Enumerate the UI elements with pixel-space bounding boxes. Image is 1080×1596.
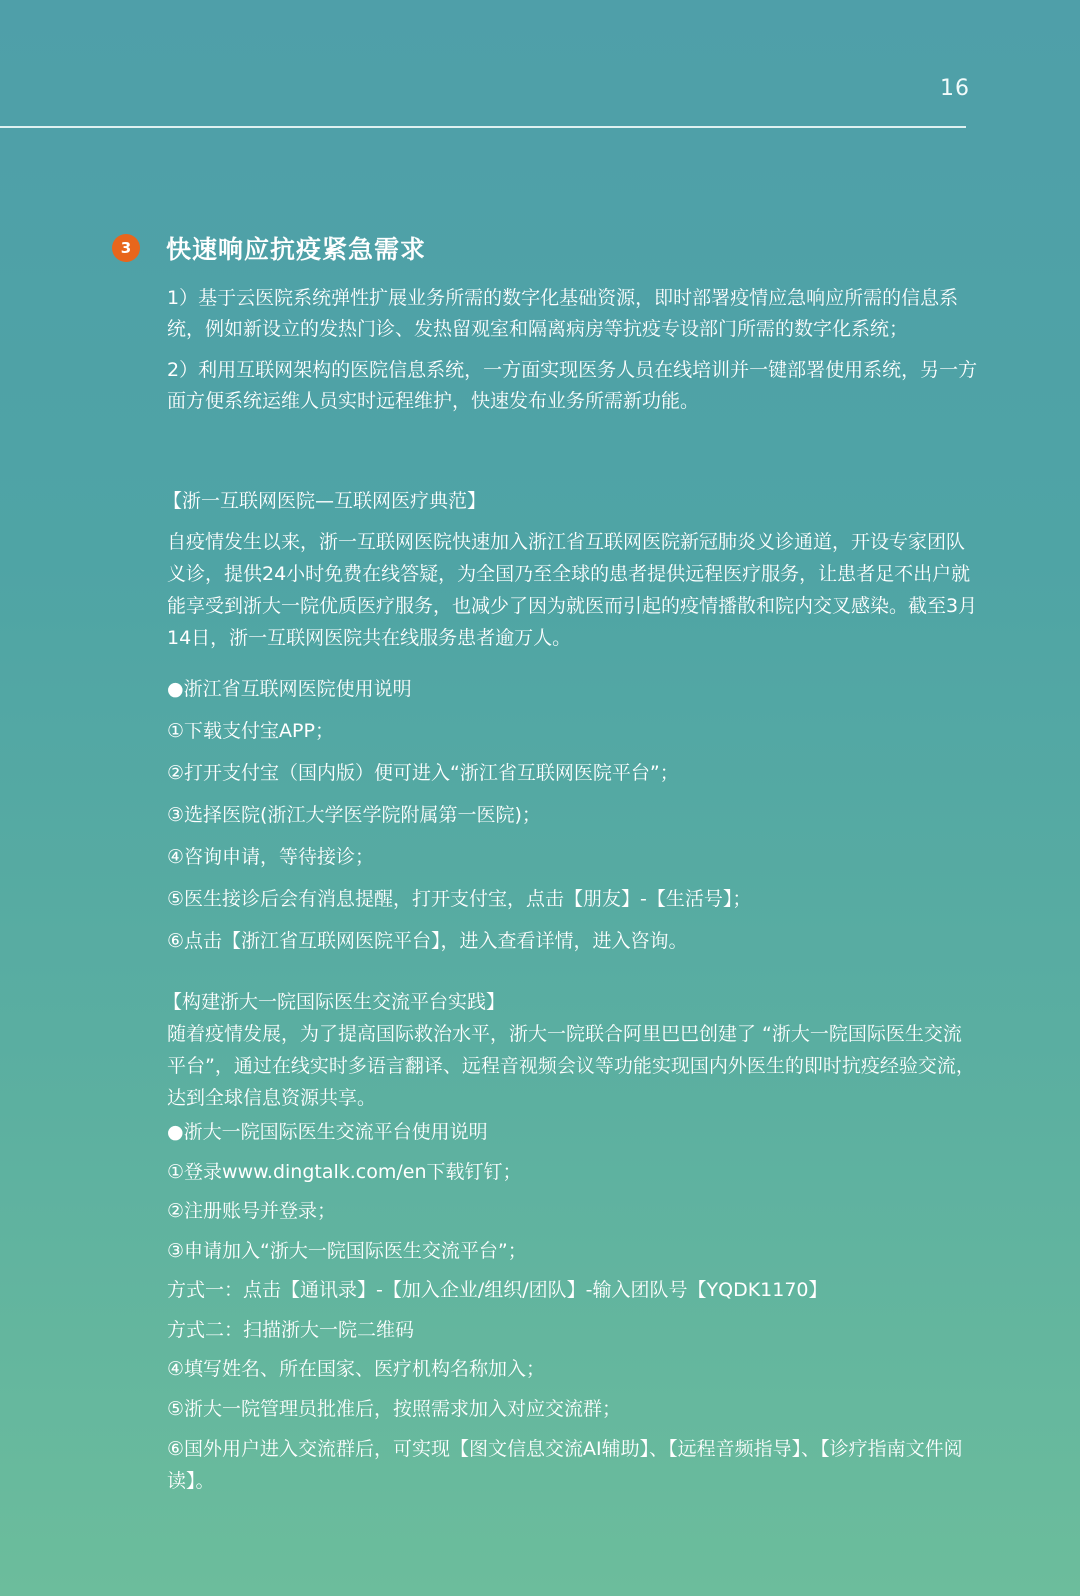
section-number-badge: 3 (112, 234, 140, 262)
case1-body: 自疫情发生以来，浙一互联网医院快速加入浙江省互联网医院新冠肺炎义诊通道，开设专家团队义诊，提供24小时免费在线答疑，为全国乃至全球的患者提供远程医疗服务，让患者足不出户就能享受到浙大一院优质医疗服务，也减少了因为就医而引起的疫情播散和院内交叉感染。截至3月14日，浙一互联网医院共在线服务患者逾万人。 (167, 531, 978, 649)
case-international-doctor-platform (163, 986, 979, 1114)
case1-step: ⑤医生接诊后会有消息提醒，打开支付宝，点击【朋友】-【生活号】； (167, 888, 752, 910)
case2-step: 方式二：扫描浙大一院二维码 (167, 1318, 415, 1341)
case2-step: ⑤浙大一院管理员批准后，按照需求加入对应交流群； (167, 1397, 622, 1420)
section-intro (167, 283, 979, 417)
section-title: 快速响应抗疫紧急需求 (166, 235, 427, 264)
intro-paragraph-2: 2）利用互联网架构的医院信息系统，一方面实现医务人员在线培训并一键部署使用系统，另一方面方便系统运维人员实时远程维护，快速发布业务所需新功能。 (167, 359, 978, 412)
case1-step: ②打开支付宝（国内版）便可进入“浙江省互联网医院平台”； (167, 762, 679, 784)
page-number: 16 (940, 76, 970, 101)
section-heading (112, 230, 426, 266)
case-zheyi-internet-hospital (163, 485, 979, 654)
case2-guide (167, 1113, 979, 1497)
case2-step: ④填写姓名、所在国家、医疗机构名称加入； (167, 1358, 546, 1380)
intro-paragraph-1: 1）基于云医院系统弹性扩展业务所需的数字化基础资源，即时部署疫情应急响应所需的信息系统，例如新设立的发热门诊、发热留观室和隔离病房等抗疫专设部门所需的数字化系统； (167, 287, 959, 340)
case1-step: ③选择医院(浙江大学医学院附属第一医院)； (167, 804, 541, 826)
case2-body: 随着疫情发展，为了提高国际救治水平，浙大一院联合阿里巴巴创建了 “浙大一院国际医生交流平台”，通过在线实时多语言翻译、远程音视频会议等功能实现国内外医生的即时抗疫经验交流，达到全球信息资源共享。 (167, 1023, 975, 1109)
header-divider (0, 126, 966, 128)
case2-step: 方式一：点击【通讯录】-【加入企业/组织/团队】-输入团队号【YQDK1170】 (167, 1279, 828, 1301)
case2-step: ⑥国外用户进入交流群后，可实现【图文信息交流AI辅助】、【远程音频指导】、【诊疗指南文件阅读】。 (167, 1438, 963, 1492)
case1-title: 【浙一互联网医院—互联网医疗典范】 (163, 490, 487, 512)
case2-step: ①登录www.dingtalk.com/en下载钉钉； (167, 1160, 522, 1183)
case2-step: ②注册账号并登录； (167, 1200, 337, 1222)
case1-step: ①下载支付宝APP； (167, 720, 334, 742)
case2-title: 【构建浙大一院国际医生交流平台实践】 (163, 991, 506, 1013)
case1-guide-title: ●浙江省互联网医院使用说明 (167, 678, 412, 700)
case2-step: ③申请加入“浙大一院国际医生交流平台”； (167, 1239, 527, 1262)
case1-step: ④咨询申请，等待接诊； (167, 846, 375, 868)
case1-guide (167, 668, 979, 962)
case1-step: ⑥点击【浙江省互联网医院平台】，进入查看详情，进入咨询。 (167, 930, 688, 952)
case2-guide-title: ●浙大一院国际医生交流平台使用说明 (167, 1121, 488, 1143)
